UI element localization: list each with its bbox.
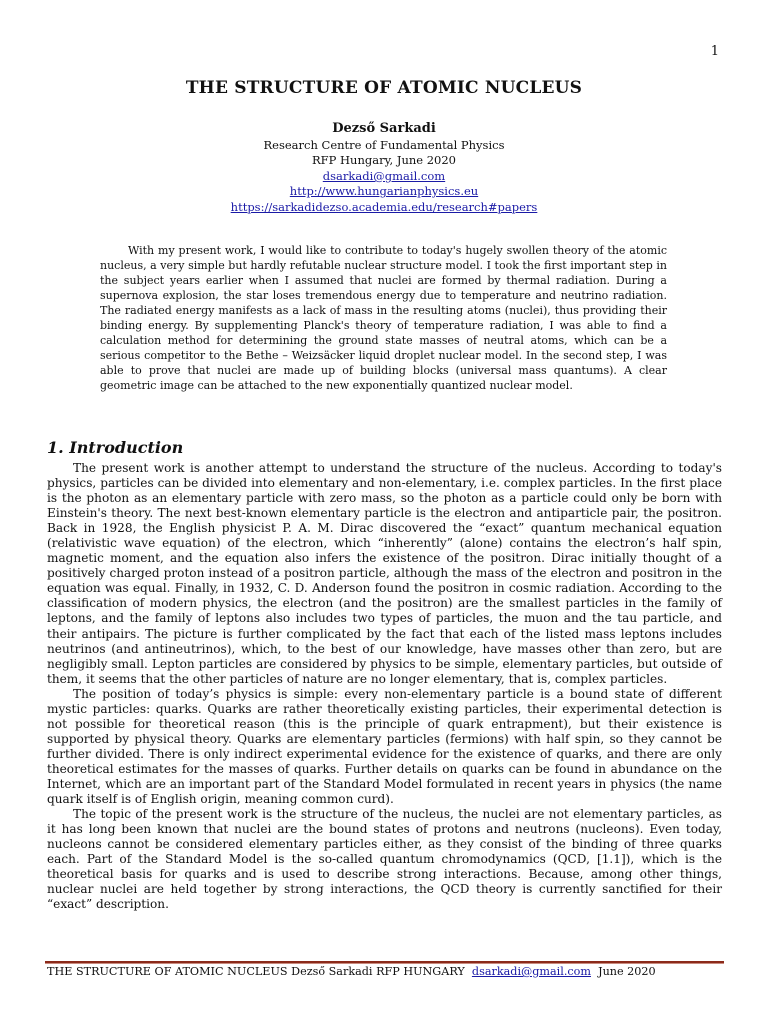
website-link[interactable]: http://www.hungarianphysics.eu	[289, 184, 479, 199]
abstract	[100, 243, 667, 393]
author-name: Dezső Sarkadi	[332, 121, 436, 136]
section-body	[47, 461, 722, 912]
abstract-text: With my present work, I would like to contribute to today's hugely swollen theory of the atomic nucleus, a very simple but hardly refutable nuclear structure model. I took the first important step in the subject years earlier when I assumed that nuclei are formed by thermal radiation. During a supernova explosion, the star loses tremendous energy due to temperature and neutrino radiation. The radiated energy manifests as a lack of mass in the resulting atoms (nuclei), thus providing their binding energy. By supplementing Planck's theory of temperature radiation, I was able to find a calculation method for determining the ground state masses of neutral atoms, which can be a serious competitor to the Bethe – Weizsäcker liquid droplet nuclear model. In the second step, I was able to prove that nuclei are made up of building blocks (universal mass quantums). A clear geometric image can be attached to the new exponentially quantized nuclear model.	[100, 244, 667, 393]
body-paragraph: The position of today’s physics is simple: every non-elementary particle is a bound state of different mystic particles: quarks. Quarks are rather theoretically existing particles, their experimental detection is not possible for theoretical reason (this is the principle of quark entrapment), but their existence is supported by physical theory. Quarks are elementary particles (fermions) with half spin, so they cannot be further divided. There is only indirect experimental evidence for the existence of quarks, and there are only theoretical estimates for the masses of quarks. Further details on quarks can be found in abundance on the Internet, which are an important part of the Standard Model formulated in recent years in physics (the name quark itself is of English origin, meaning common curd).	[47, 686, 722, 807]
author-block	[0, 120, 768, 215]
affiliation: Research Centre of Fundamental Physics	[263, 138, 505, 152]
paper-title: THE STRUCTURE OF ATOMIC NUCLEUS	[185, 78, 583, 98]
body-paragraph: The topic of the present work is the structure of the nucleus, the nuclei are not elementary particles, as it has long been known that nuclei are the bound states of protons and neutrons (nucleons). Even today, nucleons cannot be considered elementary particles either, as they consist of the binding of three quarks each. Part of the Standard Model is the so-called quantum chromodynamics (QCD, [1.1]), which is the theoretical basis for quarks and is used to describe strong interactions. Because, among other things, nuclear nuclei are held together by strong interactions, the QCD theory is currently sanctified for their “exact” description.	[47, 807, 722, 912]
footer-date: June 2020	[598, 965, 656, 978]
footer	[47, 965, 722, 978]
author-email-link[interactable]: dsarkadi@gmail.com	[322, 168, 446, 183]
location-date: RFP Hungary, June 2020	[311, 153, 457, 168]
section-heading: 1. Introduction	[47, 438, 184, 457]
footer-rule	[45, 961, 724, 964]
footer-email-link[interactable]: dsarkadi@gmail.com	[471, 965, 591, 978]
page-number: 1	[710, 44, 719, 59]
academia-link[interactable]: https://sarkadidezso.academia.edu/research#papers	[230, 199, 538, 214]
body-paragraph: The present work is another attempt to understand the structure of the nucleus. According to today's physics, particles can be divided into elementary and non-elementary, i.e. complex particles. In the first place is the photon as an elementary particle with zero mass, so the photon as a particle could only be born with Einstein's theory. The next best-known elementary particle is the electron and antiparticle pair, the positron. Back in 1928, the English physicist P. A. M. Dirac discovered the “exact” quantum mechanical equation (relativistic wave equation) of the electron, which “inherently” (alone) contains the electron’s half spin, magnetic moment, and the equation also infers the existence of the positron. Dirac initially thought of a positively charged proton instead of a positron particle, although the mass of the electron and positron in the equation was equal. Finally, in 1932, C. D. Anderson found the positron in cosmic radiation. According to the classification of modern physics, the electron (and the positron) are the smallest particles in the family of leptons, and the family of leptons also includes two types of particles, the muon and the tau particle, and their antipairs. The picture is further complicated by the fact that each of the listed mass leptons includes neutrinos (and antineutrinos), which, to the best of our knowledge, have masses other than zero, but are negligibly small. Lepton particles are considered by physics to be simple, elementary particles, but outside of them, it seems that the other particles of nature are no longer elementary, that is, complex particles.	[47, 461, 722, 686]
footer-text: THE STRUCTURE OF ATOMIC NUCLEUS Dezső Sarkadi RFP HUNGARY	[47, 965, 465, 978]
